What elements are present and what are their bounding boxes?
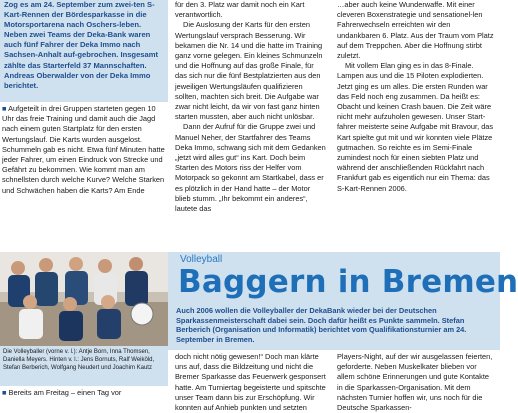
mid-paragraph-3: Dann der Aufruf für die Gruppe zwei und Manuel Neher, der Startfahrer des Teams Deka Immo, schwang sich mit dem Gedanken „jetzt wird alles gut“ ins Kart. Doch beim Starten des Motors riss der Helfer vom Motorpack so gekonnt am Startkabel, dass er es plötzlich in der Hand hatte – der Motor blieb stumm. „Ihr bekommt ein anderes“, lautete das: [175, 122, 326, 214]
team-photo: [0, 252, 168, 346]
left-bottom-paragraph: [2, 388, 166, 398]
right-paragraph-1: …aber auch keine Wunderwaffe. Mit einer cleveren Boxenstrategie und sensationel-len Fahrerwechseln erreichten wir den undankbaren 6. Platz. Aus der Traum vom Platz auf dem Treppchen. Aber die Hoffnung stirbt zuletzt.: [337, 0, 494, 61]
mid-bottom-text: doch nicht nötig gewesen!“ Doch man klärte uns auf, dass die Bildzeitung und nicht die Bremer Sparkasse das Feuerwerk gesponsert hatte. Am Turniertag begeisterte und spitschte unser Team dann bis zur Erschöpfung. Wir konnten auf Anhieb punkten und setzten: [175, 352, 326, 413]
mid-paragraph-2: Die Auslosung der Karts für den ersten Wertungslauf versprach Besserung. Wir bekamen die Nr. 14 und die hatte im Training ganz vorne gelegen. Ein kleines Schmunzeln und die Hoffnung auf das große Finale, für das sich nur die fünf Bestplatzierten aus den jeweiligen Wertungsläufen qualifizieren sollten, machten sich breit. Die Aufgabe war zwar nicht leicht, da wir von fast ganz hinten starten mussten, aber auch nicht unlösbar.: [175, 20, 323, 122]
square-bullet-icon: ■: [2, 104, 7, 113]
right-column-top: [337, 0, 495, 252]
section-banner: [168, 252, 518, 306]
volleyball-team-image: [0, 252, 168, 346]
intro-box: [0, 0, 168, 102]
article-headline: Baggern in Bremen: [178, 264, 518, 300]
article-lead: Auch 2006 wollen die Volleyballer der DekaBank wieder bei der Deutschen Sparkassenmeisterschaft dabei sein. Doch dafür heißt es Punkte sammeln. Stefan Berberich (Organisation und Informatik) berichtet vom Qualifikationsturnier am 24. September in Bremen.: [176, 306, 467, 344]
left-body-paragraph: [2, 104, 166, 196]
intro-text: Zog es am 24. September zum zwei-ten S-Kart-Rennen der Bördesparkasse in die Motorsportarena nach Oschers-leben. Neben zwei Teams der Deka-Bank waren auch fünf Fahrer der Deka Immo nach Sachsen-Anhalt auf-gebrochen. Insgesamt zählte das Starterfeld 37 Mannschaften. Andreas Oberwalder von der Deka Immo berichtet.: [4, 0, 159, 90]
section-label: Volleyball: [180, 254, 223, 265]
square-bullet-icon: ■: [2, 388, 7, 397]
middle-column-bottom: [175, 352, 327, 413]
left-body-text: Aufgeteilt in drei Gruppen starteten gegen 10 Uhr das freie Training und damit auch die Jagd nach einem guten Startplatz für den ersten Wertungslauf. Die Karts wurden ausgelost. Schummeln gab es nicht. Etwa fünf Minuten hatte jeder Fahrer, um einen Eindruck von Strecke und Gefährt zu bekommen. Wie kommt man am schnellsten durch welche Kurve? Welche Starken und Schwächen haben die Karts? Am Ende: [2, 104, 165, 195]
right-paragraph-2: Mit vollem Elan ging es in das 8-Finale. Lampen aus und die 15 Piloten explodierten. Jetzt ging es um alles. Die ersten Runden war das Feld noch eng zusammen. Da heißt es: Obacht und keinen Crash bauen. Die Zeit wäre nicht mehr aufzuholen gewesen. Unser Start-fahrer meisterte seine Aufgabe mit Bravour, das Kart spielte gut mit und wir konnten viele Plätze gutmachen. So reichte es im Semi-Finale zumindest noch für einen siebten Platz und während der anschließenden Rückfahrt nach Frankfurt gab es eigentlich nur ein Thema: das S-Kart-Rennen 2006.: [337, 61, 494, 193]
mid-paragraph-1: für den 3. Platz war damit noch ein Kart verantwortlich.: [175, 0, 305, 20]
right-column-bottom: [337, 352, 495, 413]
left-column-body: [2, 104, 166, 252]
left-column-bottom: [2, 388, 166, 400]
photo-caption: Die Volleyballer (vorne v. l.): Antje Born, Inna Thomsen, Daniella Meyers. Hinten v. l.: Jens Bornuts, Ralf Weiköld, Stefan Berberich, Wolfgang Neudert und Joachim Kautz: [3, 349, 155, 371]
right-bottom-text: Players-Night, auf der wir ausgelassen feierten, geforderte. Neben Muskelkater blieben vor allem schöne Erinnerungen und gute Kontakte in die Sparkassen-Organisation. Mit dem nächsten Turnier hoffen wir, uns noch für die Deutsche Sparkassen-: [337, 352, 493, 413]
left-bottom-text: Bereits am Freitag – einen Tag vor: [8, 388, 122, 397]
photo-caption-box: [0, 346, 168, 386]
lead-box: [168, 306, 500, 350]
middle-column-top: [175, 0, 327, 252]
